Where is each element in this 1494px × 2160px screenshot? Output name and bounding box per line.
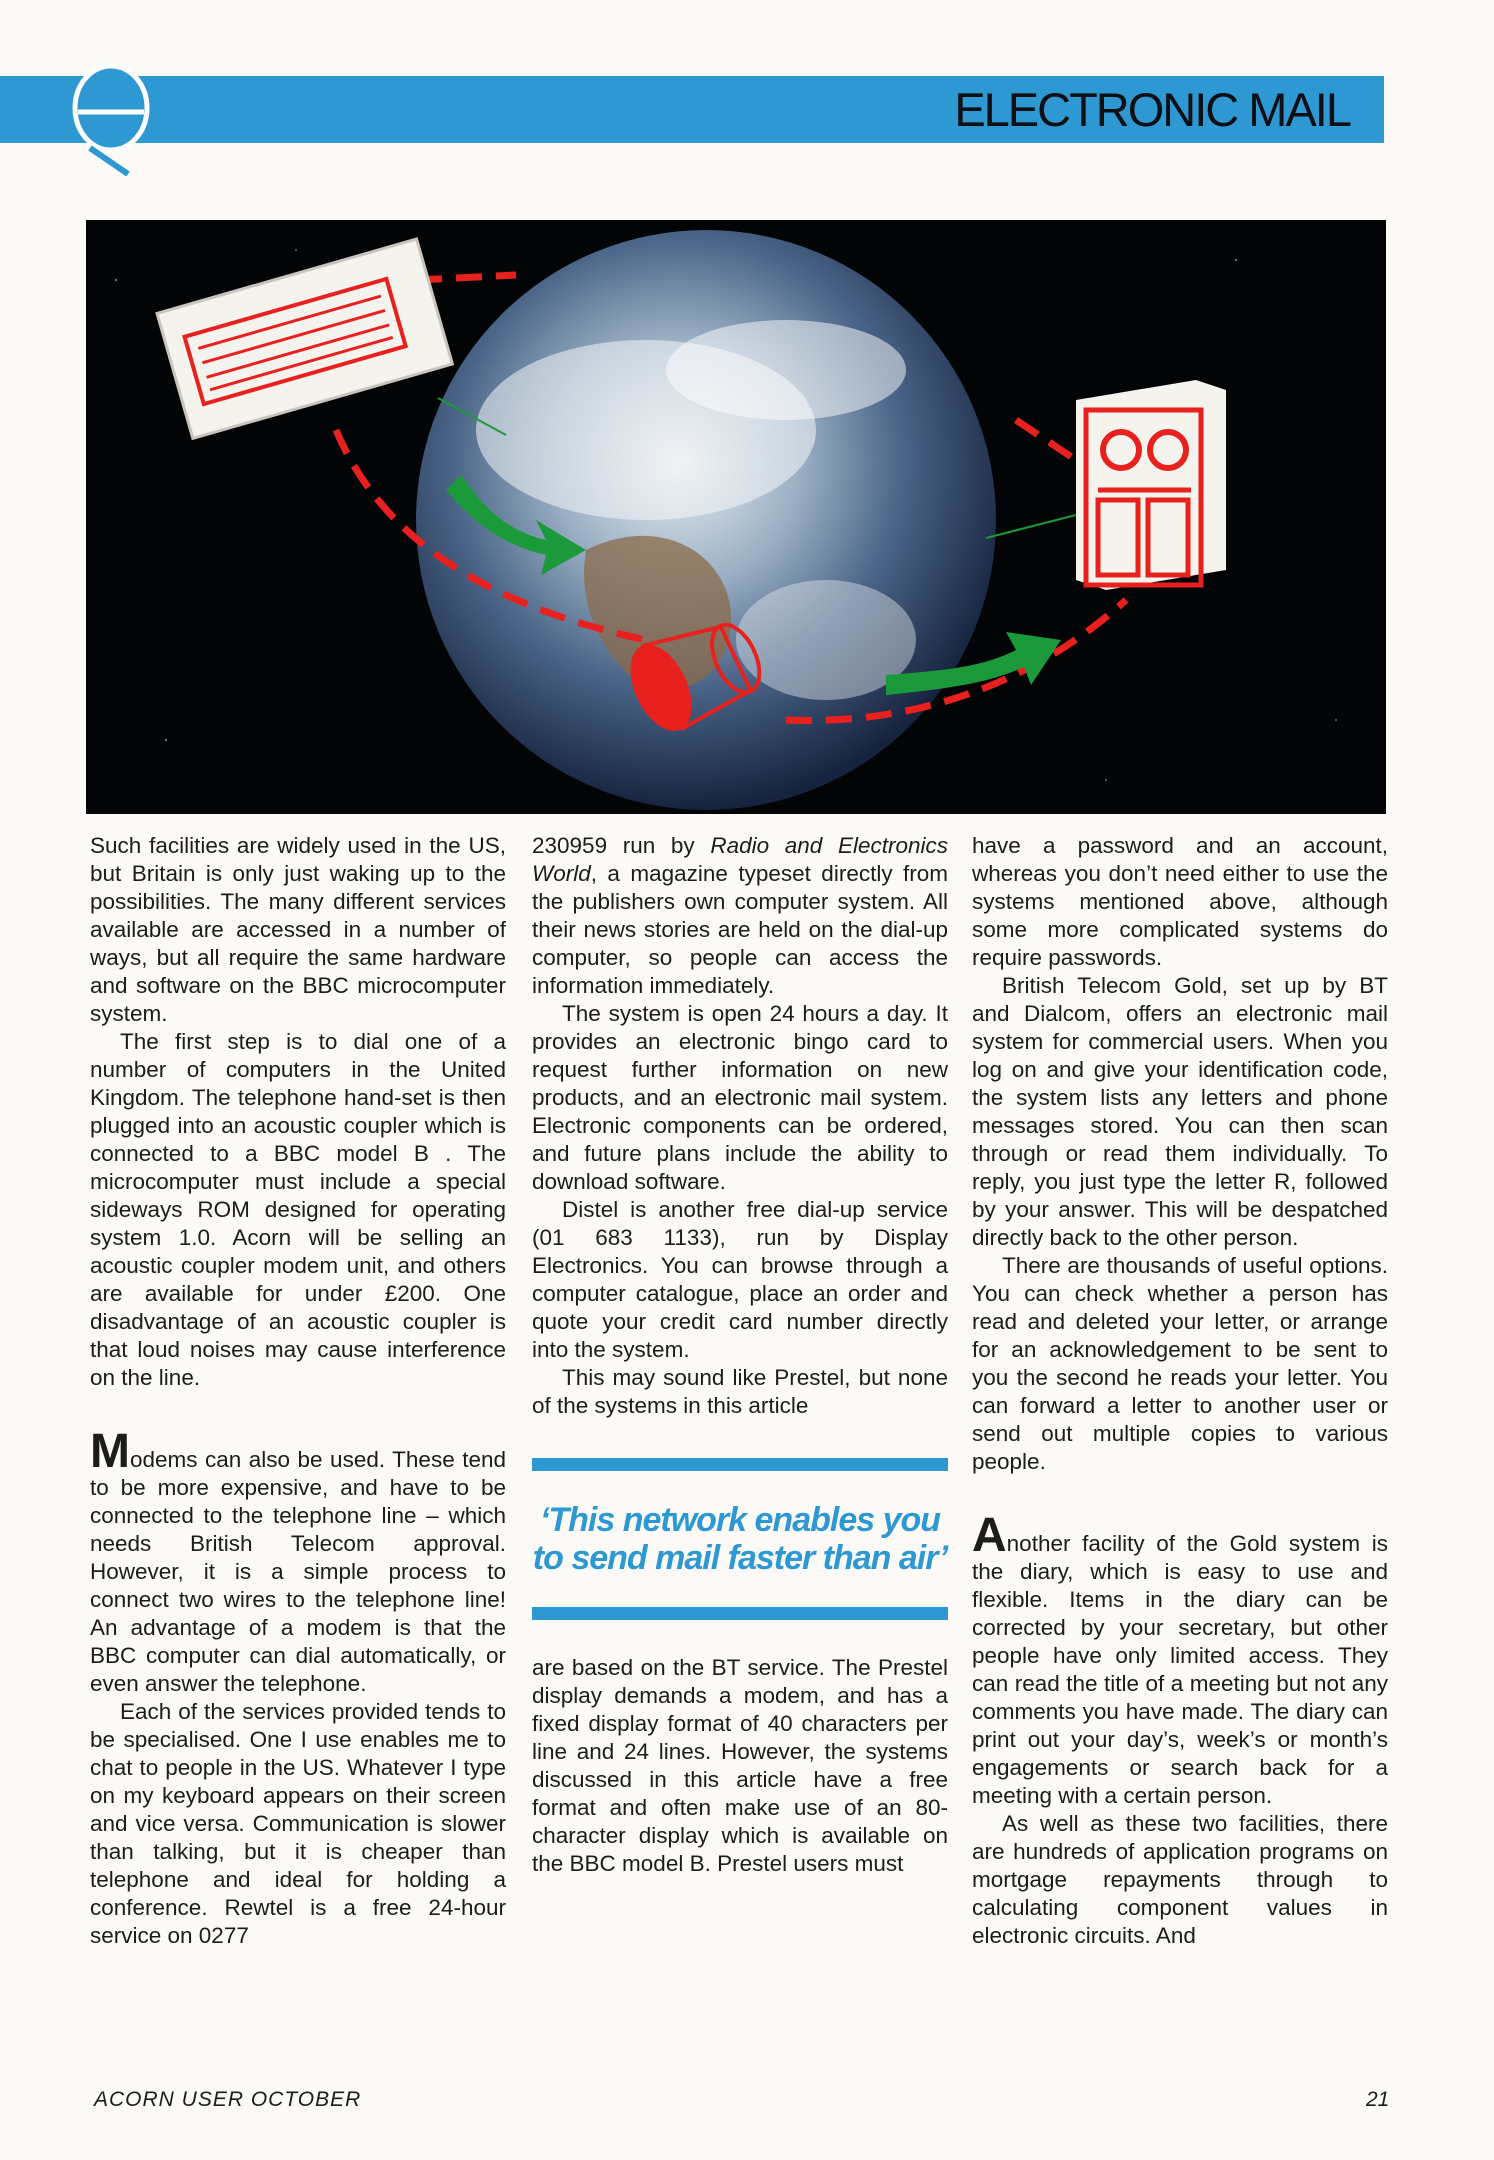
magazine-footer: ACORN USER OCTOBER — [94, 2088, 362, 2111]
paragraph: The system is open 24 hours a day. It provides an electronic bingo card to request further information on new products, and an electronic mail system. Electronic components can be ordered, and future plans include the ability to download software. — [532, 1001, 948, 1194]
publication-name: Radio and Electronics World — [532, 833, 948, 886]
paragraph: Each of the services provided tends to be specialised. One I use enables me to chat to people in the US. Whatever I type on my keyboard appears on their screen and vice versa. Communication is slower than talking, but it is cheaper than telephone and ideal for holding a conference. Rewtel is a free 24-hour service on 0277 — [90, 1699, 506, 1948]
article-column-3 — [972, 832, 1388, 1950]
mainframe-icon — [1076, 380, 1226, 590]
page-number: 21 — [1366, 2088, 1390, 2111]
article-column-1 — [90, 832, 506, 1950]
paragraph-with-drop-cap — [90, 1425, 506, 1698]
paragraph — [532, 832, 948, 1000]
paragraph: As well as these two facilities, there are hundreds of application programs on mortgage repayments through to calculating component values in electronic circuits. And — [972, 1811, 1388, 1948]
pull-quote: ‘This network enables you to send mail faster than air’ — [532, 1501, 948, 1577]
section-title: ELECTRONIC MAIL — [954, 83, 1350, 136]
paragraph-with-drop-cap — [972, 1509, 1388, 1810]
pull-quote-rule-bottom — [532, 1607, 948, 1620]
section-header-band — [0, 76, 1384, 143]
paragraph: This may sound like Prestel, but none of the systems in this article — [532, 1365, 948, 1418]
paragraph-text: , a magazine typeset directly from the publishers own computer system. All their news stories are held on the dial-up computer, so people can access the information immediately. — [532, 861, 948, 998]
paragraph-text: nother facility of the Gold system is the diary, which is easy to use and flexible. Items in the diary can be corrected by your secretary, but other people have only limited access. They can read the title of a meeting but not any comments you have made. The diary can print out your day’s, week’s or month’s engagements or search back for a meeting with a certain person. — [972, 1531, 1388, 1808]
paragraph: British Telecom Gold, set up by BT and Dialcom, offers an electronic mail system for commercial users. When you log on and give your identification code, the system lists any letters and phone messages stored. You can then scan through or read them individually. To reply, you just type the letter R, followed by your answer. This will be despatched directly back to the other person. — [972, 973, 1388, 1250]
paragraph: The first step is to dial one of a number of computers in the United Kingdom. The telephone hand-set is then plugged into an acoustic coupler which is connected to a BBC model B . The microcomputer must include a special sideways ROM designed for operating system 1.0. Acorn will be selling an acoustic coupler modem unit, and others are available for under £200. One disadvantage of an acoustic coupler is that loud noises may cause interference on the line. — [90, 1029, 506, 1390]
computer-icon — [157, 239, 452, 438]
pull-quote-box — [532, 1458, 948, 1620]
acorn-logo-icon — [70, 62, 152, 176]
drop-cap: A — [972, 1509, 1007, 1562]
paragraph-text: 230959 run by — [532, 833, 711, 858]
earth-icon — [416, 230, 996, 810]
earth-network-illustration — [86, 220, 1386, 814]
paragraph: are based on the BT service. The Prestel display demands a modem, and has a fixed display format of 40 characters per line and 24 lines. However, the systems discussed in this article have a free format and often make use of an 80-character display which is available on the BBC model B. Prestel users must — [532, 1655, 948, 1876]
paragraph: There are thousands of useful options. You can check whether a person has read and deleted your letter, or arrange for an acknowledgement to be sent to you the second he reads your letter. You can forward a letter to another user or send out multiple copies to various people. — [972, 1253, 1388, 1474]
drop-cap: M — [90, 1425, 130, 1478]
paragraph-text: odems can also be used. These tend to be more expensive, and have to be connected to the telephone line – which needs British Telecom approval. However, it is a simple process to connect two wires to the telephone line! An advantage of a modem is that the BBC computer can dial automatically, or even answer the telephone. — [90, 1447, 506, 1696]
paragraph: Such facilities are widely used in the US, but Britain is only just waking up to the possibilities. The many different services available are accessed in a number of ways, but all require the same hardware and software on the BBC microcomputer system. — [90, 833, 506, 1026]
paragraph: have a password and an account, whereas you don’t need either to use the systems mentioned above, although some more complicated systems do require passwords. — [972, 833, 1388, 970]
article-column-2 — [532, 832, 948, 1878]
pull-quote-rule-top — [532, 1458, 948, 1471]
paragraph: Distel is another free dial-up service (01 683 1133), run by Display Electronics. You can browse through a computer catalogue, place an order and quote your credit card number directly into the system. — [532, 1197, 948, 1362]
